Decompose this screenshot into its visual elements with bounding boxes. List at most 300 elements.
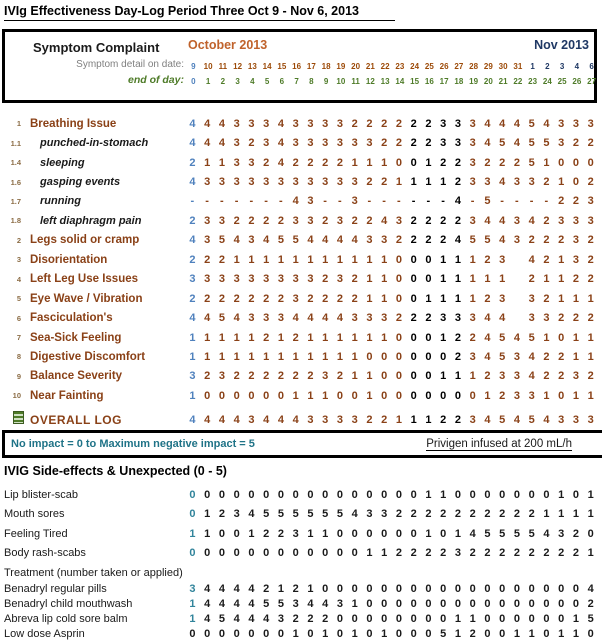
day-value: 2 <box>558 234 565 247</box>
day-value: 1 <box>543 273 550 286</box>
row-number: 4 <box>16 274 21 284</box>
day-value: 0 <box>307 547 314 560</box>
end-of-day-label: end of day: <box>127 74 184 86</box>
day-value: 3 <box>528 312 535 325</box>
day-value: 5 <box>528 117 535 130</box>
day-value: 1 <box>351 156 358 169</box>
day-value: 0 <box>410 527 417 540</box>
day-value: 1 <box>233 253 240 266</box>
day-value: 2 <box>587 273 594 286</box>
log-row <box>4 581 602 596</box>
day-value: 3 <box>189 582 196 595</box>
day-value: 0 <box>395 582 402 595</box>
day-value: 0 <box>425 331 432 344</box>
day-value: - <box>515 195 519 208</box>
day-value: 2 <box>572 137 579 150</box>
day-value: 0 <box>587 628 594 641</box>
day-value: 3 <box>233 156 240 169</box>
treatment-section-title: Treatment (number taken or applied) <box>4 567 183 579</box>
day-value: 4 <box>292 195 299 208</box>
day-value: 4 <box>528 253 535 266</box>
day-value: 0 <box>218 547 225 560</box>
day-value: 3 <box>322 137 329 150</box>
day-value: 2 <box>381 414 388 427</box>
row-number: 1.6 <box>10 177 21 187</box>
oct-date: 15 <box>277 62 287 71</box>
day-value: 1 <box>381 292 388 305</box>
day-value: 0 <box>395 488 402 501</box>
day-value: 2 <box>499 389 506 402</box>
day-value: 1 <box>454 273 461 286</box>
day-value: 3 <box>204 234 211 247</box>
day-value: 3 <box>307 176 314 189</box>
day-value: 5 <box>499 137 506 150</box>
day-value: 2 <box>248 292 255 305</box>
day-value: 0 <box>395 253 402 266</box>
day-value: 2 <box>322 612 329 625</box>
day-value: 1 <box>381 156 388 169</box>
day-value: 5 <box>528 414 535 427</box>
day-value: 1 <box>454 370 461 383</box>
row-number: 1.1 <box>10 138 21 148</box>
day-value: 1 <box>558 508 565 521</box>
day-value: 3 <box>218 273 225 286</box>
day-value: 0 <box>410 389 417 402</box>
symptom-label: Legs solid or cramp <box>30 234 140 247</box>
day-value: 0 <box>381 389 388 402</box>
day-value: 1 <box>307 253 314 266</box>
symptom-row <box>4 153 602 172</box>
day-value: - <box>382 195 386 208</box>
day-value: 3 <box>292 597 299 610</box>
day-value: - <box>441 195 445 208</box>
day-value: 3 <box>366 312 373 325</box>
day-value: 3 <box>395 214 402 227</box>
day-value: 2 <box>292 370 299 383</box>
day-value: 3 <box>292 214 299 227</box>
day-value: 0 <box>233 527 240 540</box>
day-value: 3 <box>513 370 520 383</box>
day-value: 5 <box>484 527 491 540</box>
day-value: 3 <box>292 292 299 305</box>
day-value: 5 <box>218 234 225 247</box>
day-value: 5 <box>499 331 506 344</box>
day-value: 3 <box>572 214 579 227</box>
row-number: 1.7 <box>10 196 21 206</box>
oct-date: 22 <box>380 62 390 71</box>
day-value: 1 <box>322 331 329 344</box>
day-value: 4 <box>454 195 461 208</box>
day-value: 2 <box>322 214 329 227</box>
row-label: Benadryl child mouthwash <box>4 597 133 610</box>
day-value: 0 <box>351 612 358 625</box>
day-value: 2 <box>543 234 550 247</box>
day-value: 3 <box>513 176 520 189</box>
day-value: 4 <box>292 414 299 427</box>
day-value: 2 <box>543 253 550 266</box>
day-value: 3 <box>218 370 225 383</box>
day-value: 4 <box>218 597 225 610</box>
day-value: 2 <box>395 234 402 247</box>
day-value: 1 <box>381 547 388 560</box>
day-value: 0 <box>336 389 343 402</box>
day-value: 2 <box>277 527 284 540</box>
day-value: 4 <box>351 508 358 521</box>
oct-date: 10 <box>203 62 213 71</box>
day-value: 2 <box>469 508 476 521</box>
day-value: 5 <box>484 234 491 247</box>
day-value: 2 <box>484 547 491 560</box>
day-value: 1 <box>322 527 329 540</box>
day-value: 0 <box>558 612 565 625</box>
day-value: 4 <box>189 234 196 247</box>
day-value: 0 <box>218 527 225 540</box>
day-value: 0 <box>322 582 329 595</box>
day-value: 0 <box>572 488 579 501</box>
day-value: 1 <box>351 597 358 610</box>
day-value: 2 <box>454 214 461 227</box>
day-value: 1 <box>425 488 432 501</box>
day-value: 1 <box>204 527 211 540</box>
day-value: 1 <box>395 414 402 427</box>
day-value: 1 <box>189 612 196 625</box>
end-of-day-number: 16 <box>424 77 434 86</box>
day-value: 0 <box>381 582 388 595</box>
symptom-label: sleeping <box>40 156 85 169</box>
row-number: 5 <box>16 294 21 304</box>
day-value: 4 <box>513 137 520 150</box>
day-value: 2 <box>572 312 579 325</box>
day-value: 3 <box>277 312 284 325</box>
day-value: 2 <box>528 508 535 521</box>
day-value: 1 <box>292 389 299 402</box>
row-label: Benadryl regular pills <box>4 582 107 595</box>
day-value: 2 <box>395 508 402 521</box>
end-of-day-number: 20 <box>483 77 493 86</box>
day-value: 4 <box>189 176 196 189</box>
day-value: 2 <box>425 137 432 150</box>
day-value: 1 <box>587 292 594 305</box>
day-value: 0 <box>248 628 255 641</box>
day-value: 2 <box>469 331 476 344</box>
day-value: 0 <box>336 488 343 501</box>
day-value: 0 <box>484 582 491 595</box>
day-value: - <box>544 195 549 208</box>
day-value: 2 <box>263 331 270 344</box>
day-value: 4 <box>381 214 388 227</box>
day-value: 1 <box>204 331 211 344</box>
day-value: - <box>397 195 401 208</box>
day-value: 1 <box>263 253 270 266</box>
day-value: 2 <box>322 273 329 286</box>
day-value: 4 <box>307 597 314 610</box>
day-value: 2 <box>366 214 373 227</box>
day-value: 3 <box>587 414 594 427</box>
day-value: 5 <box>484 195 491 208</box>
day-value: 0 <box>440 612 447 625</box>
day-value: 0 <box>381 597 388 610</box>
day-value: 3 <box>440 312 447 325</box>
end-of-day-number: 21 <box>498 77 508 86</box>
day-value: 0 <box>469 582 476 595</box>
day-value: - <box>500 195 504 208</box>
day-value: 2 <box>425 547 432 560</box>
day-value: 3 <box>513 234 520 247</box>
day-value: 0 <box>425 273 432 286</box>
end-of-day-number: 12 <box>365 77 375 86</box>
symptom-row <box>4 192 602 211</box>
day-value: 0 <box>484 597 491 610</box>
day-value: 1 <box>543 331 550 344</box>
end-of-day-number: 11 <box>351 77 360 86</box>
day-value: 0 <box>336 612 343 625</box>
day-value: 2 <box>277 370 284 383</box>
day-value: 0 <box>410 582 417 595</box>
day-value: 1 <box>351 628 358 641</box>
symptom-label: Near Fainting <box>30 389 104 402</box>
day-value: 4 <box>277 137 284 150</box>
day-value: 1 <box>469 253 476 266</box>
day-value: 2 <box>263 527 270 540</box>
day-value: 0 <box>395 597 402 610</box>
day-value: 1 <box>587 547 594 560</box>
day-value: 3 <box>189 273 196 286</box>
day-value: 1 <box>366 547 373 560</box>
day-value: 0 <box>528 582 535 595</box>
day-value: 0 <box>558 597 565 610</box>
end-of-day-number: 25 <box>557 77 567 86</box>
day-value: - <box>338 195 342 208</box>
day-value: 4 <box>513 117 520 130</box>
oct-date: 28 <box>469 62 479 71</box>
day-value: 2 <box>528 547 535 560</box>
end-of-day-number-row <box>186 77 599 86</box>
day-value: 0 <box>513 582 520 595</box>
day-value: 3 <box>248 312 255 325</box>
day-value: 2 <box>558 312 565 325</box>
day-value: 3 <box>528 292 535 305</box>
day-value: 4 <box>218 137 225 150</box>
day-value: 1 <box>189 350 196 363</box>
day-value: 0 <box>351 527 358 540</box>
day-value: 1 <box>558 253 565 266</box>
day-value: 4 <box>307 312 314 325</box>
day-value: 0 <box>263 628 270 641</box>
day-value: 0 <box>572 156 579 169</box>
day-value: 2 <box>248 137 255 150</box>
side-effects-section-title: IVIG Side-effects & Unexpected (0 - 5) <box>4 464 227 478</box>
symptom-row <box>4 270 602 289</box>
day-value: 0 <box>395 389 402 402</box>
day-value: 2 <box>440 234 447 247</box>
day-value: 0 <box>395 527 402 540</box>
symptom-row <box>4 367 602 386</box>
day-value: 1 <box>351 370 358 383</box>
day-value: 0 <box>218 389 225 402</box>
day-value: 3 <box>292 273 299 286</box>
day-value: 0 <box>395 292 402 305</box>
day-value: 1 <box>381 628 388 641</box>
day-value: 5 <box>336 508 343 521</box>
day-value: 2 <box>440 214 447 227</box>
day-value: 3 <box>322 370 329 383</box>
day-value: 3 <box>292 527 299 540</box>
day-value: 3 <box>204 214 211 227</box>
day-value: 0 <box>425 612 432 625</box>
day-value: 1 <box>189 389 196 402</box>
day-value: 4 <box>292 312 299 325</box>
end-of-day-number: 0 <box>191 77 196 86</box>
day-value: - <box>470 195 475 208</box>
day-value: 2 <box>292 612 299 625</box>
day-value: 3 <box>499 292 506 305</box>
day-value: 1 <box>543 156 550 169</box>
symptom-label: Left Leg Use Issues <box>30 273 139 286</box>
day-value: 4 <box>263 234 270 247</box>
day-value: 2 <box>263 292 270 305</box>
day-value: 1 <box>425 414 432 427</box>
symptom-detail-on-date-label: Symptom detail on date: <box>76 59 184 70</box>
day-value: 0 <box>484 612 491 625</box>
day-value: 0 <box>336 582 343 595</box>
day-value: 2 <box>499 547 506 560</box>
day-value: 4 <box>248 508 255 521</box>
end-of-day-number: 10 <box>336 77 346 86</box>
date-header-row <box>186 62 599 71</box>
day-value: 0 <box>410 612 417 625</box>
day-value: 4 <box>189 117 196 130</box>
day-value: 0 <box>513 488 520 501</box>
day-value: 3 <box>499 370 506 383</box>
day-value: 1 <box>543 508 550 521</box>
day-value: 5 <box>528 331 535 344</box>
symptom-label: punched-in-stomach <box>40 137 149 150</box>
day-value: 2 <box>366 117 373 130</box>
day-value: 1 <box>572 292 579 305</box>
day-value: 5 <box>513 527 520 540</box>
day-value: 3 <box>307 117 314 130</box>
day-value: 2 <box>558 350 565 363</box>
day-value: 3 <box>336 214 343 227</box>
day-value: 3 <box>233 117 240 130</box>
day-value: 1 <box>336 253 343 266</box>
row-number: 10 <box>12 391 21 401</box>
oct-date: 24 <box>410 62 420 71</box>
day-value: 2 <box>307 292 314 305</box>
day-value: 1 <box>425 156 432 169</box>
day-value: 3 <box>248 414 255 427</box>
day-value: 1 <box>351 253 358 266</box>
day-value: 0 <box>381 527 388 540</box>
day-value: 3 <box>336 273 343 286</box>
day-value: 2 <box>410 137 417 150</box>
day-value: 1 <box>543 389 550 402</box>
day-value: 3 <box>248 273 255 286</box>
symptom-row <box>4 308 602 327</box>
day-value: 3 <box>336 117 343 130</box>
day-value: 4 <box>528 370 535 383</box>
day-value: 0 <box>410 273 417 286</box>
day-value: 3 <box>366 508 373 521</box>
day-value: 2 <box>469 547 476 560</box>
day-value: 2 <box>351 292 358 305</box>
oct-date: 19 <box>336 62 346 71</box>
day-value: 1 <box>307 582 314 595</box>
day-value: 0 <box>189 547 196 560</box>
day-value: 2 <box>263 582 270 595</box>
day-value: 1 <box>277 331 284 344</box>
day-value: 2 <box>440 547 447 560</box>
day-value: 2 <box>587 253 594 266</box>
day-value: - <box>411 195 416 208</box>
symptom-label: Balance Severity <box>30 370 123 383</box>
day-value: 1 <box>218 331 225 344</box>
oct-date: 20 <box>351 62 361 71</box>
day-value: 2 <box>233 292 240 305</box>
day-value: 3 <box>454 137 461 150</box>
day-value: 1 <box>381 331 388 344</box>
day-value: 0 <box>204 547 211 560</box>
day-value: 0 <box>366 350 373 363</box>
day-value: 2 <box>587 137 594 150</box>
day-value: 0 <box>292 547 299 560</box>
end-of-day-number: 24 <box>542 77 552 86</box>
day-value: 1 <box>587 389 594 402</box>
row-label: Low dose Asprin <box>4 628 85 641</box>
day-value: 1 <box>558 176 565 189</box>
day-value: 1 <box>292 628 299 641</box>
day-value: 1 <box>366 253 373 266</box>
day-value: 2 <box>425 214 432 227</box>
day-value: 1 <box>440 273 447 286</box>
day-value: 4 <box>248 597 255 610</box>
day-value: 1 <box>469 370 476 383</box>
row-label: Lip blister-scab <box>4 488 78 501</box>
day-value: 3 <box>233 137 240 150</box>
day-value: 3 <box>454 117 461 130</box>
day-value: 1 <box>572 612 579 625</box>
day-value: 4 <box>204 582 211 595</box>
log-row <box>4 596 602 611</box>
day-value: 2 <box>248 214 255 227</box>
day-value: 0 <box>381 612 388 625</box>
day-value: 0 <box>395 331 402 344</box>
day-value: 0 <box>263 547 270 560</box>
day-value: 1 <box>587 331 594 344</box>
day-value: 1 <box>248 331 255 344</box>
day-value: 4 <box>499 312 506 325</box>
oct-date: 14 <box>262 62 272 71</box>
end-of-day-number: 6 <box>279 77 285 86</box>
day-value: 5 <box>292 508 299 521</box>
day-value: 2 <box>395 137 402 150</box>
day-value: 1 <box>572 331 579 344</box>
day-value: 3 <box>292 117 299 130</box>
day-value: 0 <box>499 612 506 625</box>
side-effects-table <box>0 485 602 563</box>
day-value: 1 <box>440 176 447 189</box>
day-value: 0 <box>528 612 535 625</box>
header-box <box>2 29 597 103</box>
day-value: 4 <box>499 234 506 247</box>
day-value: 0 <box>440 582 447 595</box>
day-value: 2 <box>543 547 550 560</box>
day-value: 2 <box>572 527 579 540</box>
day-value: 0 <box>233 547 240 560</box>
day-value: - <box>323 195 327 208</box>
day-value: 1 <box>292 253 299 266</box>
day-value: 3 <box>513 389 520 402</box>
